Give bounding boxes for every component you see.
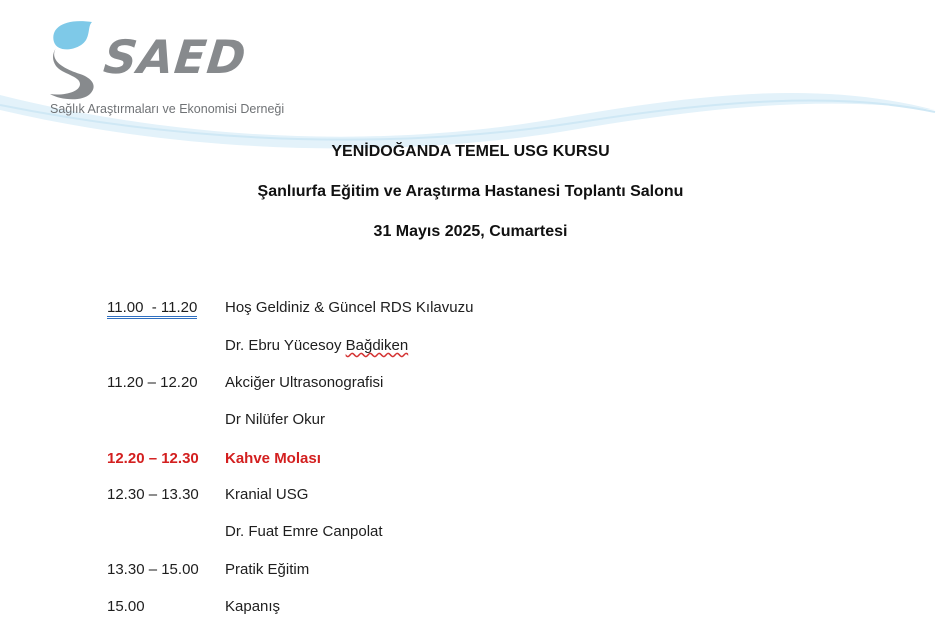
schedule-time: 11.20 – 12.20: [107, 374, 198, 391]
speaker-name: Dr. Ebru Yücesoy Bağdiken: [225, 337, 409, 354]
logo-subtitle: Sağlık Araştırmaları ve Ekonomisi Derneği: [50, 102, 285, 116]
session-title: Kapanış: [225, 598, 281, 615]
venue-title: Şanlıurfa Eğitim ve Araştırma Hastanesi Toplantı Salonu: [257, 183, 684, 200]
spellcheck-flagged-word: Bağdiken: [345, 337, 409, 354]
course-title: YENİDOĞANDA TEMEL USG KURSU: [331, 143, 610, 160]
session-title: Hoş Geldiniz & Güncel RDS Kılavuzu: [225, 299, 474, 316]
schedule-time: 11.00 - 11.20: [107, 299, 197, 319]
saed-logo-icon: [46, 18, 108, 102]
session-title: Kahve Molası: [225, 450, 321, 467]
session-title: Kranial USG: [225, 486, 309, 503]
date-title: 31 Mayıs 2025, Cumartesi: [373, 223, 568, 240]
schedule-time: 12.30 – 13.30: [107, 486, 199, 503]
speaker-name: Dr Nilüfer Okur: [225, 411, 326, 428]
schedule-time: 12.20 – 12.30: [107, 450, 199, 467]
schedule-time: 15.00: [107, 598, 145, 615]
session-title: Pratik Eğitim: [225, 561, 310, 578]
session-title: Akciğer Ultrasonografisi: [225, 374, 384, 391]
schedule-time: 13.30 – 15.00: [107, 561, 199, 578]
logo-wordmark: SAED: [101, 30, 250, 84]
speaker-name: Dr. Fuat Emre Canpolat: [225, 523, 383, 540]
